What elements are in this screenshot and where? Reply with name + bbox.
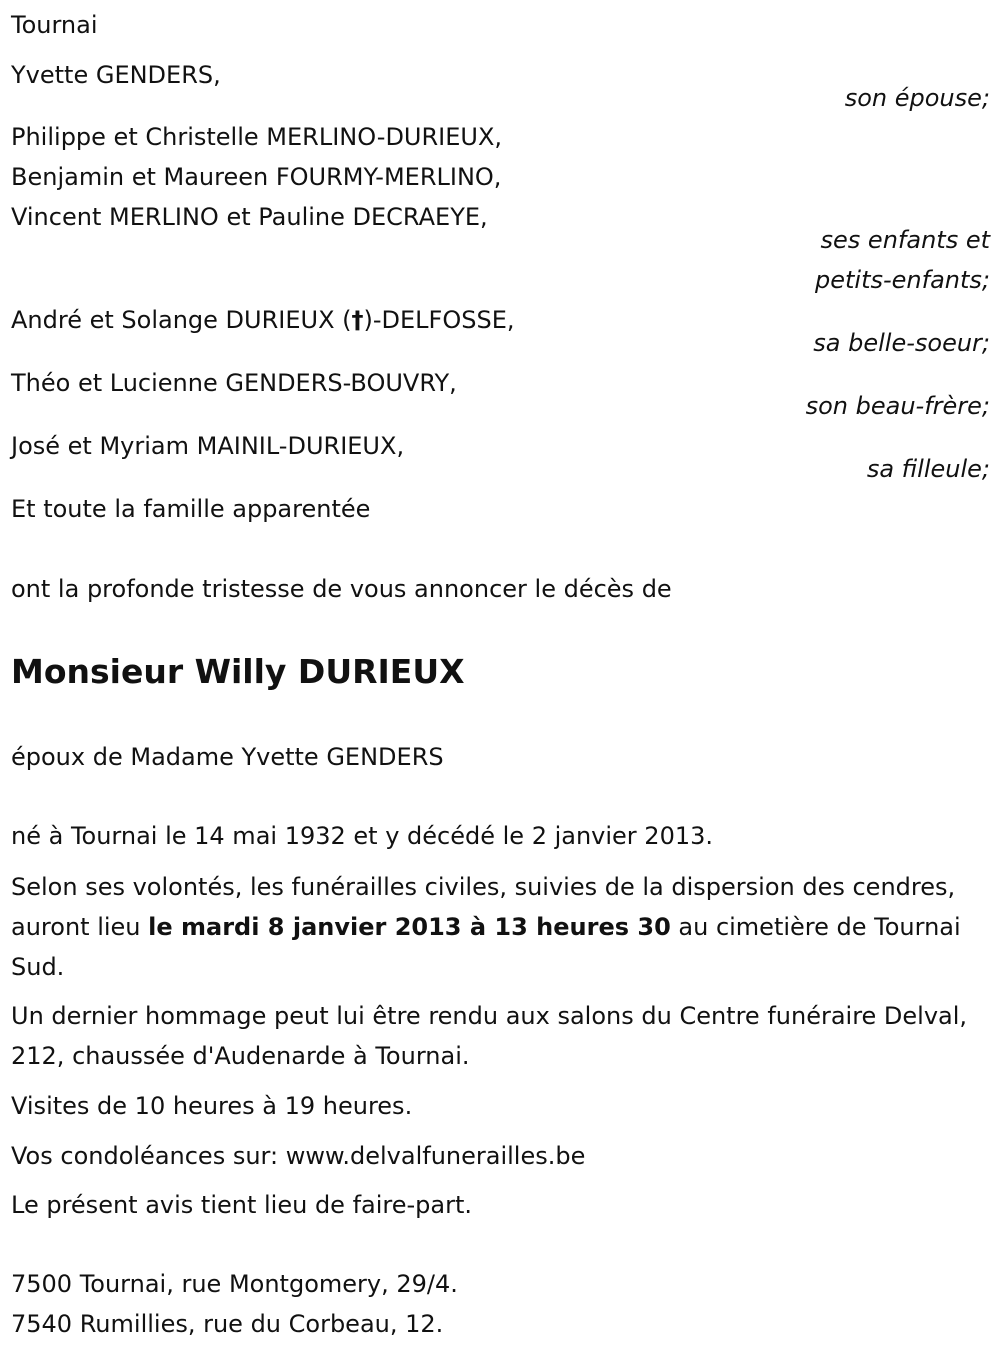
- family-role: son beau-frère;: [805, 392, 990, 420]
- family-name-line: Yvette GENDERS,: [11, 61, 221, 89]
- family-role: son épouse;: [844, 84, 990, 112]
- family-name-line: Benjamin et Maureen FOURMY-MERLINO,: [11, 163, 502, 191]
- funeral-text: au cimetière de Tournai Sud.: [11, 913, 961, 981]
- family-role: sa filleule;: [866, 455, 990, 483]
- visits-line: Visites de 10 heures à 19 heures.: [11, 1092, 413, 1120]
- family-name-part: )-DELFOSSE,: [363, 306, 515, 334]
- spouse-line: époux de Madame Yvette GENDERS: [11, 743, 444, 771]
- family-role: petits-enfants;: [815, 266, 990, 294]
- cross-symbol: †: [351, 306, 364, 334]
- family-name-part: André et Solange DURIEUX (: [11, 306, 352, 334]
- tribute-paragraph: Un dernier hommage peut lui être rendu aux salons du Centre funéraire Delval, 212, chaussée d'Audenarde à Tournai.: [11, 1002, 968, 1070]
- address-line: 7500 Tournai, rue Montgomery, 29/4.: [11, 1270, 458, 1298]
- announcement-text: ont la profonde tristesse de vous annoncer le décès de: [11, 575, 672, 603]
- notice-line: Le présent avis tient lieu de faire-part.: [11, 1191, 473, 1219]
- funeral-date-time: le mardi 8 janvier 2013 à 13 heures 30: [148, 913, 671, 941]
- family-name-line: José et Myriam MAINIL-DURIEUX,: [11, 432, 405, 460]
- funeral-text: Selon ses volontés, les funérailles civiles, suivies de la dispersion des cendres, auront lieu: [11, 873, 956, 941]
- family-name-line: [11, 300, 515, 340]
- family-name-line: Et toute la famille apparentée: [11, 495, 371, 523]
- family-name-line: Théo et Lucienne GENDERS-BOUVRY,: [11, 369, 457, 397]
- family-name-line: Vincent MERLINO et Pauline DECRAEYE,: [11, 203, 488, 231]
- family-role: ses enfants et: [820, 226, 990, 254]
- family-name-line: Philippe et Christelle MERLINO-DURIEUX,: [11, 123, 503, 151]
- address-line: 7540 Rumillies, rue du Corbeau, 12.: [11, 1310, 444, 1338]
- condolences-line: Vos condoléances sur: www.delvalfunerailles.be: [11, 1142, 586, 1170]
- deceased-name: Monsieur Willy DURIEUX: [11, 652, 465, 691]
- location-header: Tournai: [11, 11, 98, 39]
- funeral-paragraph: [11, 867, 996, 987]
- birth-death-line: né à Tournai le 14 mai 1932 et y décédé le 2 janvier 2013.: [11, 822, 714, 850]
- family-role: sa belle-soeur;: [813, 329, 990, 357]
